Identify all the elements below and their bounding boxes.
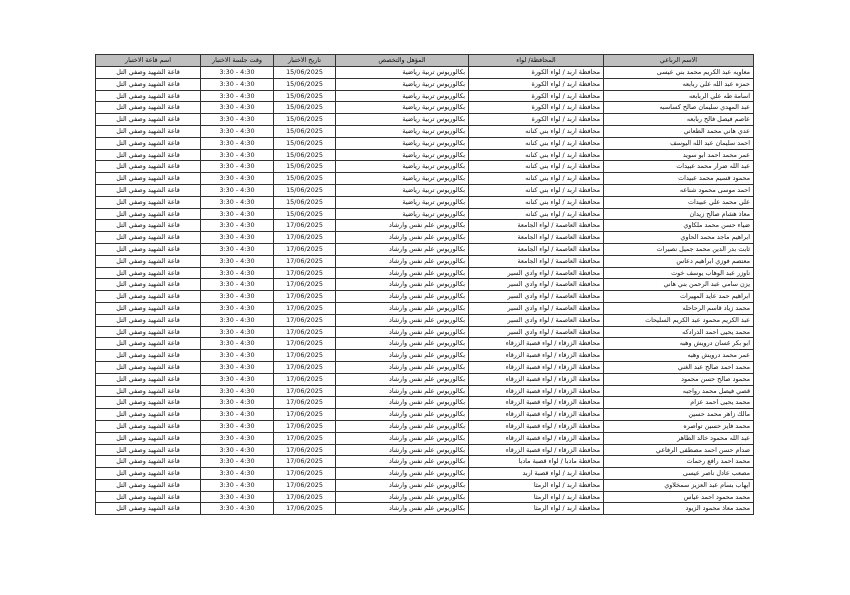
cell-qualification: بكالوريوس تربية رياضية xyxy=(336,114,469,126)
cell-hall: قاعة الشهيد وصفي التل xyxy=(96,232,201,244)
cell-exam-date: 17/06/2025 xyxy=(274,291,336,303)
cell-governorate: محافظة الزرقاء / لواء قصبة الزرقاء xyxy=(469,397,604,409)
table-row xyxy=(96,456,754,468)
cell-name: محمد احمد رافع رحمات xyxy=(604,456,754,468)
cell-session-time: 3:30 - 4:30 xyxy=(201,350,274,362)
cell-qualification: بكالوريوس تربية رياضية xyxy=(336,161,469,173)
cell-hall: قاعة الشهيد وصفي التل xyxy=(96,291,201,303)
cell-session-time: 3:30 - 4:30 xyxy=(201,279,274,291)
cell-name: محمد فايز حسين تواصره xyxy=(604,420,754,432)
cell-name: محمود صالح حسن محمود xyxy=(604,373,754,385)
cell-session-time: 3:30 - 4:30 xyxy=(201,444,274,456)
table-row xyxy=(96,232,754,244)
cell-name: حمزه عبد الله علي ربابعه xyxy=(604,78,754,90)
cell-hall: قاعة الشهيد وصفي التل xyxy=(96,267,201,279)
cell-hall: قاعة الشهيد وصفي التل xyxy=(96,361,201,373)
cell-hall: قاعة الشهيد وصفي التل xyxy=(96,491,201,503)
cell-session-time: 3:30 - 4:30 xyxy=(201,90,274,102)
cell-exam-date: 17/06/2025 xyxy=(274,267,336,279)
cell-name: معاذ هشام صالح زيدان xyxy=(604,208,754,220)
cell-hall: قاعة الشهيد وصفي التل xyxy=(96,456,201,468)
cell-hall: قاعة الشهيد وصفي التل xyxy=(96,385,201,397)
table-row xyxy=(96,479,754,491)
cell-exam-date: 15/06/2025 xyxy=(274,196,336,208)
exam-schedule-sheet xyxy=(96,54,754,515)
cell-governorate: محافظة الزرقاء / لواء قصبة الزرقاء xyxy=(469,409,604,421)
cell-governorate: محافظة اربد / لواء الرمثا xyxy=(469,491,604,503)
cell-hall: قاعة الشهيد وصفي التل xyxy=(96,220,201,232)
cell-governorate: محافظة الزرقاء / لواء قصبة الزرقاء xyxy=(469,385,604,397)
cell-session-time: 3:30 - 4:30 xyxy=(201,78,274,90)
table-row xyxy=(96,137,754,149)
cell-name: محمد احمد صالح عبد الغني xyxy=(604,361,754,373)
cell-session-time: 3:30 - 4:30 xyxy=(201,479,274,491)
table-row xyxy=(96,361,754,373)
cell-exam-date: 17/06/2025 xyxy=(274,409,336,421)
cell-exam-date: 17/06/2025 xyxy=(274,243,336,255)
cell-governorate: محافظة الزرقاء / لواء قصبة الزرقاء xyxy=(469,338,604,350)
cell-session-time: 3:30 - 4:30 xyxy=(201,291,274,303)
cell-exam-date: 17/06/2025 xyxy=(274,444,336,456)
cell-qualification: بكالوريوس علم نفس وارشاد xyxy=(336,409,469,421)
cell-session-time: 3:30 - 4:30 xyxy=(201,196,274,208)
cell-exam-date: 17/06/2025 xyxy=(274,350,336,362)
cell-session-time: 3:30 - 4:30 xyxy=(201,326,274,338)
cell-name: عبد الله محمود خالد الطاهر xyxy=(604,432,754,444)
table-row xyxy=(96,90,754,102)
cell-name: ابراهيم ماجد محمد الحاوي xyxy=(604,232,754,244)
cell-qualification: بكالوريوس علم نفس وارشاد xyxy=(336,350,469,362)
cell-name: محمد محمود احمد عياس xyxy=(604,491,754,503)
cell-name: عاصم فيصل فالح ربابعه xyxy=(604,114,754,126)
cell-governorate: محافظة الزرقاء / لواء قصبة الزرقاء xyxy=(469,361,604,373)
cell-session-time: 3:30 - 4:30 xyxy=(201,232,274,244)
cell-governorate: محافظة اربد / لواء بني كنانه xyxy=(469,184,604,196)
cell-exam-date: 17/06/2025 xyxy=(274,420,336,432)
cell-governorate: محافظة اربد / لواء الكورة xyxy=(469,67,604,79)
cell-exam-date: 15/06/2025 xyxy=(274,102,336,114)
cell-qualification: بكالوريوس علم نفس وارشاد xyxy=(336,468,469,480)
cell-qualification: بكالوريوس علم نفس وارشاد xyxy=(336,255,469,267)
cell-hall: قاعة الشهيد وصفي التل xyxy=(96,102,201,114)
table-row xyxy=(96,338,754,350)
cell-exam-date: 15/06/2025 xyxy=(274,67,336,79)
cell-governorate: محافظة اربد / لواء بني كنانه xyxy=(469,196,604,208)
cell-qualification: بكالوريوس تربية رياضية xyxy=(336,137,469,149)
cell-session-time: 3:30 - 4:30 xyxy=(201,114,274,126)
table-row xyxy=(96,420,754,432)
cell-hall: قاعة الشهيد وصفي التل xyxy=(96,90,201,102)
header-hall: اسم قاعة الاختبار xyxy=(96,55,201,67)
cell-name: عمر محمد احمد ابو سويد xyxy=(604,149,754,161)
cell-governorate: محافظة اربد / لواء الكورة xyxy=(469,78,604,90)
cell-hall: قاعة الشهيد وصفي التل xyxy=(96,78,201,90)
cell-qualification: بكالوريوس تربية رياضية xyxy=(336,102,469,114)
cell-qualification: بكالوريوس علم نفس وارشاد xyxy=(336,444,469,456)
cell-name: ناوزر عبد الوهاب يوسف خوت xyxy=(604,267,754,279)
cell-hall: قاعة الشهيد وصفي التل xyxy=(96,479,201,491)
cell-session-time: 3:30 - 4:30 xyxy=(201,243,274,255)
cell-governorate: محافظة الزرقاء / لواء قصبة الزرقاء xyxy=(469,432,604,444)
cell-session-time: 3:30 - 4:30 xyxy=(201,468,274,480)
cell-exam-date: 17/06/2025 xyxy=(274,385,336,397)
cell-hall: قاعة الشهيد وصفي التل xyxy=(96,255,201,267)
cell-qualification: بكالوريوس علم نفس وارشاد xyxy=(336,397,469,409)
exam-schedule-table xyxy=(95,54,754,515)
cell-hall: قاعة الشهيد وصفي التل xyxy=(96,468,201,480)
cell-governorate: محافظة اربد / لواء بني كنانه xyxy=(469,125,604,137)
cell-hall: قاعة الشهيد وصفي التل xyxy=(96,243,201,255)
cell-governorate: محافظة اربد / لواء الكورة xyxy=(469,114,604,126)
cell-exam-date: 15/06/2025 xyxy=(274,78,336,90)
cell-name: محمود قسيم محمد عبيدات xyxy=(604,173,754,185)
cell-session-time: 3:30 - 4:30 xyxy=(201,361,274,373)
table-row xyxy=(96,196,754,208)
cell-governorate: محافظة العاصمة / لواء وادي السير xyxy=(469,314,604,326)
cell-governorate: محافظة العاصمة / لواء الجامعة xyxy=(469,220,604,232)
cell-session-time: 3:30 - 4:30 xyxy=(201,208,274,220)
table-row xyxy=(96,208,754,220)
cell-session-time: 3:30 - 4:30 xyxy=(201,397,274,409)
cell-name: محمد معاذ محمود الزيود xyxy=(604,503,754,515)
cell-hall: قاعة الشهيد وصفي التل xyxy=(96,338,201,350)
cell-governorate: محافظة اربد / لواء الكورة xyxy=(469,102,604,114)
cell-qualification: بكالوريوس علم نفس وارشاد xyxy=(336,243,469,255)
header-qualification: المؤهل والتخصص xyxy=(336,55,469,67)
cell-hall: قاعة الشهيد وصفي التل xyxy=(96,114,201,126)
cell-qualification: بكالوريوس علم نفس وارشاد xyxy=(336,291,469,303)
cell-qualification: بكالوريوس علم نفس وارشاد xyxy=(336,220,469,232)
cell-name: عبد الكريم محمود عبد الكريم السليحات xyxy=(604,314,754,326)
cell-name: يزن سامي عبد الرحمن بني هاني xyxy=(604,279,754,291)
table-row xyxy=(96,267,754,279)
cell-qualification: بكالوريوس علم نفس وارشاد xyxy=(336,267,469,279)
table-row xyxy=(96,184,754,196)
cell-governorate: محافظة العاصمة / لواء وادي السير xyxy=(469,279,604,291)
table-row xyxy=(96,503,754,515)
cell-exam-date: 17/06/2025 xyxy=(274,361,336,373)
cell-governorate: محافظة اربد / لواء بني كنانه xyxy=(469,149,604,161)
header-governorate: المحافظة/ لواء xyxy=(469,55,604,67)
cell-name: احمد سليمان عبد الله اليوسف xyxy=(604,137,754,149)
cell-hall: قاعة الشهيد وصفي التل xyxy=(96,302,201,314)
cell-name: قصي فيصل محمد رواجبه xyxy=(604,385,754,397)
cell-session-time: 3:30 - 4:30 xyxy=(201,161,274,173)
cell-qualification: بكالوريوس تربية رياضية xyxy=(336,125,469,137)
cell-governorate: محافظة الزرقاء / لواء قصبة الزرقاء xyxy=(469,373,604,385)
cell-exam-date: 15/06/2025 xyxy=(274,125,336,137)
cell-name: ثابت بدر الدين محمد جميل نصيرات xyxy=(604,243,754,255)
cell-name: مالك زاهر محمد حسين xyxy=(604,409,754,421)
cell-hall: قاعة الشهيد وصفي التل xyxy=(96,314,201,326)
cell-hall: قاعة الشهيد وصفي التل xyxy=(96,503,201,515)
cell-hall: قاعة الشهيد وصفي التل xyxy=(96,125,201,137)
cell-hall: قاعة الشهيد وصفي التل xyxy=(96,373,201,385)
table-row xyxy=(96,173,754,185)
cell-exam-date: 17/06/2025 xyxy=(274,220,336,232)
cell-exam-date: 17/06/2025 xyxy=(274,373,336,385)
cell-name: ضياء حسن محمد ملكاوي xyxy=(604,220,754,232)
cell-governorate: محافظة العاصمة / لواء وادي السير xyxy=(469,267,604,279)
cell-exam-date: 17/06/2025 xyxy=(274,255,336,267)
table-row xyxy=(96,243,754,255)
cell-session-time: 3:30 - 4:30 xyxy=(201,137,274,149)
cell-qualification: بكالوريوس علم نفس وارشاد xyxy=(336,361,469,373)
cell-qualification: بكالوريوس تربية رياضية xyxy=(336,78,469,90)
cell-name: عدي هاني محمد الطعاني xyxy=(604,125,754,137)
cell-exam-date: 17/06/2025 xyxy=(274,491,336,503)
cell-qualification: بكالوريوس علم نفس وارشاد xyxy=(336,338,469,350)
cell-exam-date: 15/06/2025 xyxy=(274,137,336,149)
header-name: الاسم الرباعي xyxy=(604,55,754,67)
cell-session-time: 3:30 - 4:30 xyxy=(201,67,274,79)
table-row xyxy=(96,279,754,291)
table-row xyxy=(96,255,754,267)
cell-qualification: بكالوريوس علم نفس وارشاد xyxy=(336,326,469,338)
cell-qualification: بكالوريوس علم نفس وارشاد xyxy=(336,373,469,385)
cell-name: علي محمد علي عبيدات xyxy=(604,196,754,208)
cell-session-time: 3:30 - 4:30 xyxy=(201,255,274,267)
cell-session-time: 3:30 - 4:30 xyxy=(201,432,274,444)
cell-qualification: بكالوريوس علم نفس وارشاد xyxy=(336,279,469,291)
cell-name: عبد المهدي سليمان صالح كساسبه xyxy=(604,102,754,114)
cell-session-time: 3:30 - 4:30 xyxy=(201,456,274,468)
cell-hall: قاعة الشهيد وصفي التل xyxy=(96,208,201,220)
cell-exam-date: 15/06/2025 xyxy=(274,208,336,220)
cell-name: ايهاب بسام عبد العزيز سمخلاوي xyxy=(604,479,754,491)
cell-session-time: 3:30 - 4:30 xyxy=(201,173,274,185)
table-row xyxy=(96,468,754,480)
cell-qualification: بكالوريوس علم نفس وارشاد xyxy=(336,479,469,491)
cell-session-time: 3:30 - 4:30 xyxy=(201,314,274,326)
cell-hall: قاعة الشهيد وصفي التل xyxy=(96,279,201,291)
cell-qualification: بكالوريوس علم نفس وارشاد xyxy=(336,302,469,314)
cell-session-time: 3:30 - 4:30 xyxy=(201,409,274,421)
cell-governorate: محافظة مادبا / لواء قصبة مادبا xyxy=(469,456,604,468)
cell-governorate: محافظة اربد / لواء الرمثا xyxy=(469,479,604,491)
cell-exam-date: 15/06/2025 xyxy=(274,114,336,126)
cell-governorate: محافظة العاصمة / لواء الجامعة xyxy=(469,255,604,267)
cell-name: احمد موسى محمود شناعه xyxy=(604,184,754,196)
cell-hall: قاعة الشهيد وصفي التل xyxy=(96,420,201,432)
cell-name: محمد يحيى احمد الدرادكه xyxy=(604,326,754,338)
cell-hall: قاعة الشهيد وصفي التل xyxy=(96,67,201,79)
cell-hall: قاعة الشهيد وصفي التل xyxy=(96,432,201,444)
cell-session-time: 3:30 - 4:30 xyxy=(201,220,274,232)
cell-qualification: بكالوريوس تربية رياضية xyxy=(336,208,469,220)
cell-governorate: محافظة اربد / لواء الرمثا xyxy=(469,503,604,515)
table-row xyxy=(96,326,754,338)
table-row xyxy=(96,314,754,326)
table-row xyxy=(96,409,754,421)
table-body xyxy=(96,67,754,515)
cell-session-time: 3:30 - 4:30 xyxy=(201,102,274,114)
header-row xyxy=(96,55,754,67)
cell-governorate: محافظة اربد / لواء قصبة اربد xyxy=(469,468,604,480)
cell-governorate: محافظة الزرقاء / لواء قصبة الزرقاء xyxy=(469,444,604,456)
table-row xyxy=(96,491,754,503)
table-row xyxy=(96,432,754,444)
cell-hall: قاعة الشهيد وصفي التل xyxy=(96,397,201,409)
cell-hall: قاعة الشهيد وصفي التل xyxy=(96,196,201,208)
cell-session-time: 3:30 - 4:30 xyxy=(201,149,274,161)
cell-exam-date: 17/06/2025 xyxy=(274,479,336,491)
table-row xyxy=(96,302,754,314)
table-row xyxy=(96,161,754,173)
cell-hall: قاعة الشهيد وصفي التل xyxy=(96,173,201,185)
cell-name: اسامة طه علي الربابعه xyxy=(604,90,754,102)
cell-qualification: بكالوريوس تربية رياضية xyxy=(336,196,469,208)
cell-governorate: محافظة اربد / لواء بني كنانه xyxy=(469,173,604,185)
table-row xyxy=(96,385,754,397)
cell-qualification: بكالوريوس علم نفس وارشاد xyxy=(336,491,469,503)
table-row xyxy=(96,444,754,456)
cell-session-time: 3:30 - 4:30 xyxy=(201,125,274,137)
cell-governorate: محافظة اربد / لواء بني كنانه xyxy=(469,161,604,173)
cell-session-time: 3:30 - 4:30 xyxy=(201,338,274,350)
cell-session-time: 3:30 - 4:30 xyxy=(201,267,274,279)
cell-name: ابو بكر غسان درويش وهبه xyxy=(604,338,754,350)
cell-exam-date: 15/06/2025 xyxy=(274,149,336,161)
cell-governorate: محافظة العاصمة / لواء وادي السير xyxy=(469,326,604,338)
cell-name: معاويه عبد الكريم محمد بني عيسى xyxy=(604,67,754,79)
cell-hall: قاعة الشهيد وصفي التل xyxy=(96,184,201,196)
cell-name: محمد يحيى احمد عزام xyxy=(604,397,754,409)
table-row xyxy=(96,102,754,114)
cell-exam-date: 17/06/2025 xyxy=(274,432,336,444)
cell-session-time: 3:30 - 4:30 xyxy=(201,373,274,385)
cell-hall: قاعة الشهيد وصفي التل xyxy=(96,326,201,338)
cell-qualification: بكالوريوس علم نفس وارشاد xyxy=(336,420,469,432)
cell-session-time: 3:30 - 4:30 xyxy=(201,420,274,432)
cell-qualification: بكالوريوس علم نفس وارشاد xyxy=(336,314,469,326)
cell-hall: قاعة الشهيد وصفي التل xyxy=(96,350,201,362)
cell-governorate: محافظة العاصمة / لواء الجامعة xyxy=(469,243,604,255)
cell-governorate: محافظة الزرقاء / لواء قصبة الزرقاء xyxy=(469,420,604,432)
cell-governorate: محافظة الزرقاء / لواء قصبة الزرقاء xyxy=(469,350,604,362)
cell-name: معتصم فوزي ابراهيم دعاس xyxy=(604,255,754,267)
cell-exam-date: 15/06/2025 xyxy=(274,184,336,196)
table-row xyxy=(96,373,754,385)
cell-exam-date: 17/06/2025 xyxy=(274,397,336,409)
cell-hall: قاعة الشهيد وصفي التل xyxy=(96,409,201,421)
table-row xyxy=(96,220,754,232)
cell-session-time: 3:30 - 4:30 xyxy=(201,491,274,503)
cell-exam-date: 17/06/2025 xyxy=(274,468,336,480)
cell-exam-date: 17/06/2025 xyxy=(274,314,336,326)
cell-name: عمر محمد درويش وهبه xyxy=(604,350,754,362)
cell-qualification: بكالوريوس تربية رياضية xyxy=(336,149,469,161)
cell-exam-date: 17/06/2025 xyxy=(274,302,336,314)
cell-name: عبد الله ضرار محمد عبيدات xyxy=(604,161,754,173)
cell-exam-date: 17/06/2025 xyxy=(274,503,336,515)
cell-governorate: محافظة اربد / لواء بني كنانه xyxy=(469,137,604,149)
cell-name: محمد زياد قاسم الرحاحله xyxy=(604,302,754,314)
table-row xyxy=(96,291,754,303)
cell-exam-date: 17/06/2025 xyxy=(274,279,336,291)
cell-qualification: بكالوريوس تربية رياضية xyxy=(336,67,469,79)
cell-qualification: بكالوريوس علم نفس وارشاد xyxy=(336,385,469,397)
table-row xyxy=(96,114,754,126)
cell-exam-date: 17/06/2025 xyxy=(274,456,336,468)
cell-name: ابراهيم حمد عايد المهيرات xyxy=(604,291,754,303)
cell-governorate: محافظة العاصمة / لواء وادي السير xyxy=(469,302,604,314)
cell-hall: قاعة الشهيد وصفي التل xyxy=(96,444,201,456)
header-session-time: وقت جلسة الاختبار xyxy=(201,55,274,67)
cell-session-time: 3:30 - 4:30 xyxy=(201,385,274,397)
cell-governorate: محافظة اربد / لواء الكورة xyxy=(469,90,604,102)
table-row xyxy=(96,78,754,90)
table-row xyxy=(96,67,754,79)
cell-exam-date: 15/06/2025 xyxy=(274,173,336,185)
cell-exam-date: 17/06/2025 xyxy=(274,232,336,244)
header-exam-date: تاريخ الاختبار xyxy=(274,55,336,67)
cell-hall: قاعة الشهيد وصفي التل xyxy=(96,149,201,161)
table-row xyxy=(96,350,754,362)
cell-governorate: محافظة اربد / لواء بني كنانه xyxy=(469,208,604,220)
cell-qualification: بكالوريوس تربية رياضية xyxy=(336,90,469,102)
cell-qualification: بكالوريوس تربية رياضية xyxy=(336,173,469,185)
cell-qualification: بكالوريوس علم نفس وارشاد xyxy=(336,456,469,468)
cell-qualification: بكالوريوس علم نفس وارشاد xyxy=(336,432,469,444)
table-row xyxy=(96,149,754,161)
cell-governorate: محافظة العاصمة / لواء الجامعة xyxy=(469,232,604,244)
cell-exam-date: 15/06/2025 xyxy=(274,90,336,102)
cell-governorate: محافظة العاصمة / لواء وادي السير xyxy=(469,291,604,303)
table-row xyxy=(96,397,754,409)
cell-exam-date: 17/06/2025 xyxy=(274,338,336,350)
cell-qualification: بكالوريوس تربية رياضية xyxy=(336,184,469,196)
cell-session-time: 3:30 - 4:30 xyxy=(201,184,274,196)
cell-name: صدام حسن احمد مصطفى الرفاعي xyxy=(604,444,754,456)
cell-hall: قاعة الشهيد وصفي التل xyxy=(96,137,201,149)
cell-qualification: بكالوريوس علم نفس وارشاد xyxy=(336,503,469,515)
table-row xyxy=(96,125,754,137)
cell-exam-date: 15/06/2025 xyxy=(274,161,336,173)
cell-session-time: 3:30 - 4:30 xyxy=(201,503,274,515)
table-header xyxy=(96,55,754,67)
cell-hall: قاعة الشهيد وصفي التل xyxy=(96,161,201,173)
cell-exam-date: 17/06/2025 xyxy=(274,326,336,338)
cell-name: مصعب عادل ناصر عيسى xyxy=(604,468,754,480)
cell-qualification: بكالوريوس علم نفس وارشاد xyxy=(336,232,469,244)
cell-session-time: 3:30 - 4:30 xyxy=(201,302,274,314)
